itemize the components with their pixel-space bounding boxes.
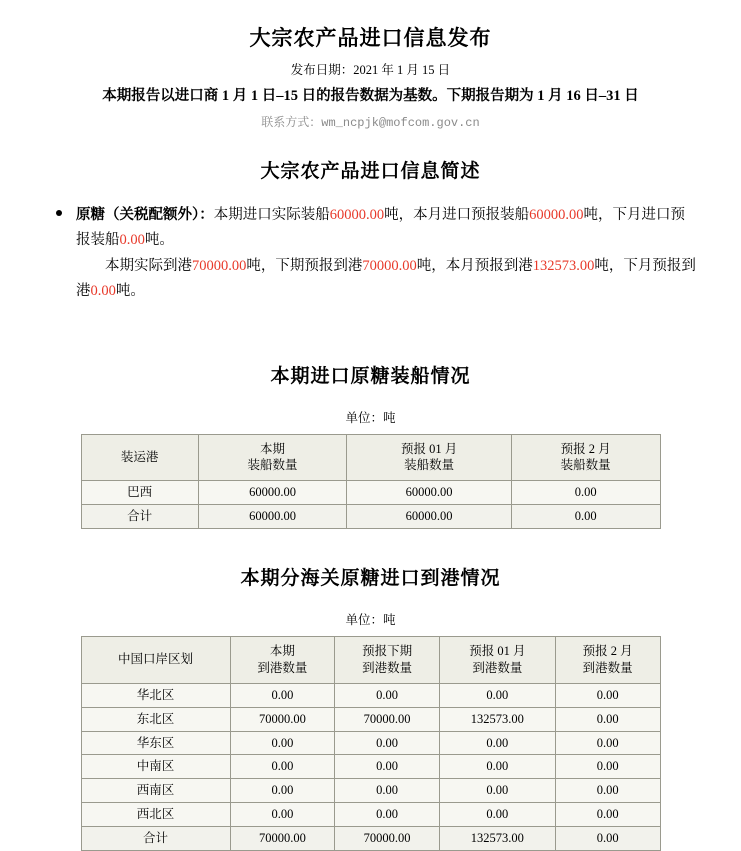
column-header-line1: 预报 2 月 bbox=[582, 644, 633, 658]
cell-value: 70000.00 bbox=[335, 827, 440, 851]
table-row-total bbox=[81, 827, 660, 851]
cell-value: 0.00 bbox=[555, 707, 660, 731]
page-title: 大宗农产品进口信息发布 bbox=[249, 26, 492, 50]
summary-line1-c-unit: 吨。 bbox=[144, 232, 174, 249]
spacer bbox=[42, 529, 699, 563]
cell-value: 132573.00 bbox=[439, 827, 555, 851]
arrival-table-head bbox=[81, 637, 660, 684]
column-header-line1: 本期 bbox=[269, 644, 295, 658]
column-header bbox=[230, 637, 335, 684]
summary-line2-a-text: 本期实际到港 bbox=[105, 257, 192, 274]
summary-line2-d-text: 下月预报到港 bbox=[76, 257, 696, 300]
column-header bbox=[511, 434, 660, 481]
report-period-note: 本期报告以进口商 1 月 1 日–15 日的报告数据为基数。下期报告期为 1 月 16 日–31 日 bbox=[102, 88, 639, 104]
row-label: 合计 bbox=[81, 505, 198, 529]
summary-line2-a-value: 70000.00 bbox=[192, 257, 247, 274]
column-header-line2: 到港数量 bbox=[362, 660, 413, 675]
cell-value: 0.00 bbox=[511, 505, 660, 529]
cell-value: 0.00 bbox=[439, 755, 555, 779]
summary-line1-c-text: 下月进口预报装船 bbox=[76, 207, 685, 249]
table-row bbox=[81, 683, 660, 707]
cell-value: 0.00 bbox=[555, 779, 660, 803]
bullet-icon bbox=[56, 210, 62, 216]
cell-value: 0.00 bbox=[511, 481, 660, 505]
shipping-table-unit: 单位：吨 bbox=[345, 410, 396, 425]
list-item bbox=[42, 203, 699, 305]
publish-date: 发布日期：2021 年 1 月 15 日 bbox=[290, 63, 451, 77]
row-label: 东北区 bbox=[81, 707, 230, 731]
summary-line2-d-value: 0.00 bbox=[90, 283, 116, 300]
column-header bbox=[439, 637, 555, 684]
cell-value: 0.00 bbox=[230, 755, 335, 779]
cell-value: 0.00 bbox=[335, 731, 440, 755]
row-label: 华北区 bbox=[81, 683, 230, 707]
summary-line1-a-text: 本期进口实际装船 bbox=[213, 207, 330, 223]
row-label: 西北区 bbox=[81, 803, 230, 827]
column-header-line2: 装船数量 bbox=[247, 458, 298, 473]
cell-value: 0.00 bbox=[555, 731, 660, 755]
cell-value: 60000.00 bbox=[198, 505, 347, 529]
column-header-line1: 预报 01 月 bbox=[469, 644, 526, 658]
summary-line2-c-unit: 吨， bbox=[594, 257, 624, 274]
summary-line2-a-unit: 吨， bbox=[246, 257, 276, 274]
column-header-line1: 本期 bbox=[260, 441, 286, 456]
cell-value: 0.00 bbox=[439, 779, 555, 803]
row-label: 合计 bbox=[81, 827, 230, 851]
cell-value: 0.00 bbox=[555, 755, 660, 779]
summary-line1-a-value: 60000.00 bbox=[329, 207, 385, 223]
cell-value: 132573.00 bbox=[439, 707, 555, 731]
cell-value: 0.00 bbox=[335, 779, 440, 803]
cell-value: 60000.00 bbox=[347, 505, 511, 529]
table-row bbox=[81, 755, 660, 779]
row-label: 中南区 bbox=[81, 755, 230, 779]
cell-value: 0.00 bbox=[555, 683, 660, 707]
row-label: 华东区 bbox=[81, 731, 230, 755]
cell-value: 0.00 bbox=[230, 731, 335, 755]
summary-line2-b-value: 70000.00 bbox=[362, 257, 417, 274]
column-header-line2: 装船数量 bbox=[404, 458, 455, 473]
summary-line1-b-value: 60000.00 bbox=[529, 207, 584, 223]
row-label: 巴西 bbox=[81, 481, 198, 505]
column-header-line2: 装船数量 bbox=[560, 458, 611, 473]
summary-line2-b-unit: 吨， bbox=[416, 257, 446, 274]
table-row bbox=[81, 803, 660, 827]
table-row-total bbox=[81, 505, 660, 529]
table-header-row bbox=[81, 637, 660, 684]
summary-line2 bbox=[76, 254, 699, 305]
cell-value: 0.00 bbox=[439, 803, 555, 827]
table-row bbox=[81, 481, 660, 505]
spacer bbox=[42, 305, 699, 361]
shipping-table-body bbox=[81, 481, 660, 529]
summary-line1-b-text: 本月进口预报装船 bbox=[413, 207, 530, 223]
cell-value: 0.00 bbox=[335, 683, 440, 707]
column-header bbox=[198, 434, 347, 481]
table-header-row bbox=[81, 434, 660, 481]
summary-section-title: 大宗农产品进口信息简述 bbox=[260, 160, 481, 182]
table-row bbox=[81, 731, 660, 755]
shipping-table bbox=[81, 434, 661, 530]
column-header-line1: 预报 2 月 bbox=[560, 441, 611, 456]
cell-value: 0.00 bbox=[555, 803, 660, 827]
cell-value: 70000.00 bbox=[335, 707, 440, 731]
cell-value: 0.00 bbox=[230, 779, 335, 803]
summary-line2-c-text: 本月预报到港 bbox=[445, 257, 533, 274]
summary-line1-b-unit: 吨， bbox=[583, 207, 613, 223]
shipping-table-head bbox=[81, 434, 660, 481]
cell-value: 0.00 bbox=[555, 827, 660, 851]
column-header-line2: 到港数量 bbox=[472, 660, 523, 675]
table-row bbox=[81, 779, 660, 803]
column-header bbox=[555, 637, 660, 684]
column-header bbox=[81, 434, 198, 481]
column-header-line1: 预报 01 月 bbox=[400, 441, 458, 456]
summary-line1-c-value: 0.00 bbox=[119, 232, 145, 249]
summary-line2-b-text: 下期预报到港 bbox=[275, 257, 363, 274]
arrival-table-unit: 单位：吨 bbox=[345, 613, 396, 627]
arrival-table-title: 本期分海关原糖进口到港情况 bbox=[240, 567, 501, 589]
contact-info: 联系方式：wm_ncpjk@mofcom.gov.cn bbox=[261, 116, 480, 130]
summary-item-label: 原糖（关税配额外）： bbox=[76, 207, 214, 223]
column-header bbox=[347, 434, 511, 481]
column-header-line1: 装运港 bbox=[120, 449, 159, 464]
column-header-line2: 到港数量 bbox=[582, 660, 633, 675]
column-header-line1: 中国口岸区划 bbox=[118, 652, 194, 667]
row-label: 西南区 bbox=[81, 779, 230, 803]
summary-line1-a-unit: 吨， bbox=[384, 207, 414, 223]
shipping-table-title: 本期进口原糖装船情况 bbox=[270, 364, 471, 387]
summary-line2-d-unit: 吨。 bbox=[115, 283, 145, 300]
cell-value: 0.00 bbox=[230, 683, 335, 707]
cell-value: 0.00 bbox=[439, 731, 555, 755]
cell-value: 70000.00 bbox=[230, 827, 335, 851]
arrival-table-body bbox=[81, 683, 660, 850]
cell-value: 70000.00 bbox=[230, 707, 335, 731]
column-header-line1: 预报下期 bbox=[362, 644, 413, 658]
cell-value: 0.00 bbox=[439, 683, 555, 707]
summary-list bbox=[42, 203, 699, 305]
cell-value: 0.00 bbox=[335, 803, 440, 827]
summary-line2-c-value: 132573.00 bbox=[532, 257, 595, 274]
column-header bbox=[335, 637, 440, 684]
cell-value: 60000.00 bbox=[198, 481, 347, 505]
cell-value: 0.00 bbox=[335, 755, 440, 779]
cell-value: 0.00 bbox=[230, 803, 335, 827]
column-header bbox=[81, 637, 230, 684]
table-row bbox=[81, 707, 660, 731]
column-header-line2: 到港数量 bbox=[257, 660, 308, 675]
cell-value: 60000.00 bbox=[347, 481, 511, 505]
arrival-table bbox=[81, 636, 661, 851]
